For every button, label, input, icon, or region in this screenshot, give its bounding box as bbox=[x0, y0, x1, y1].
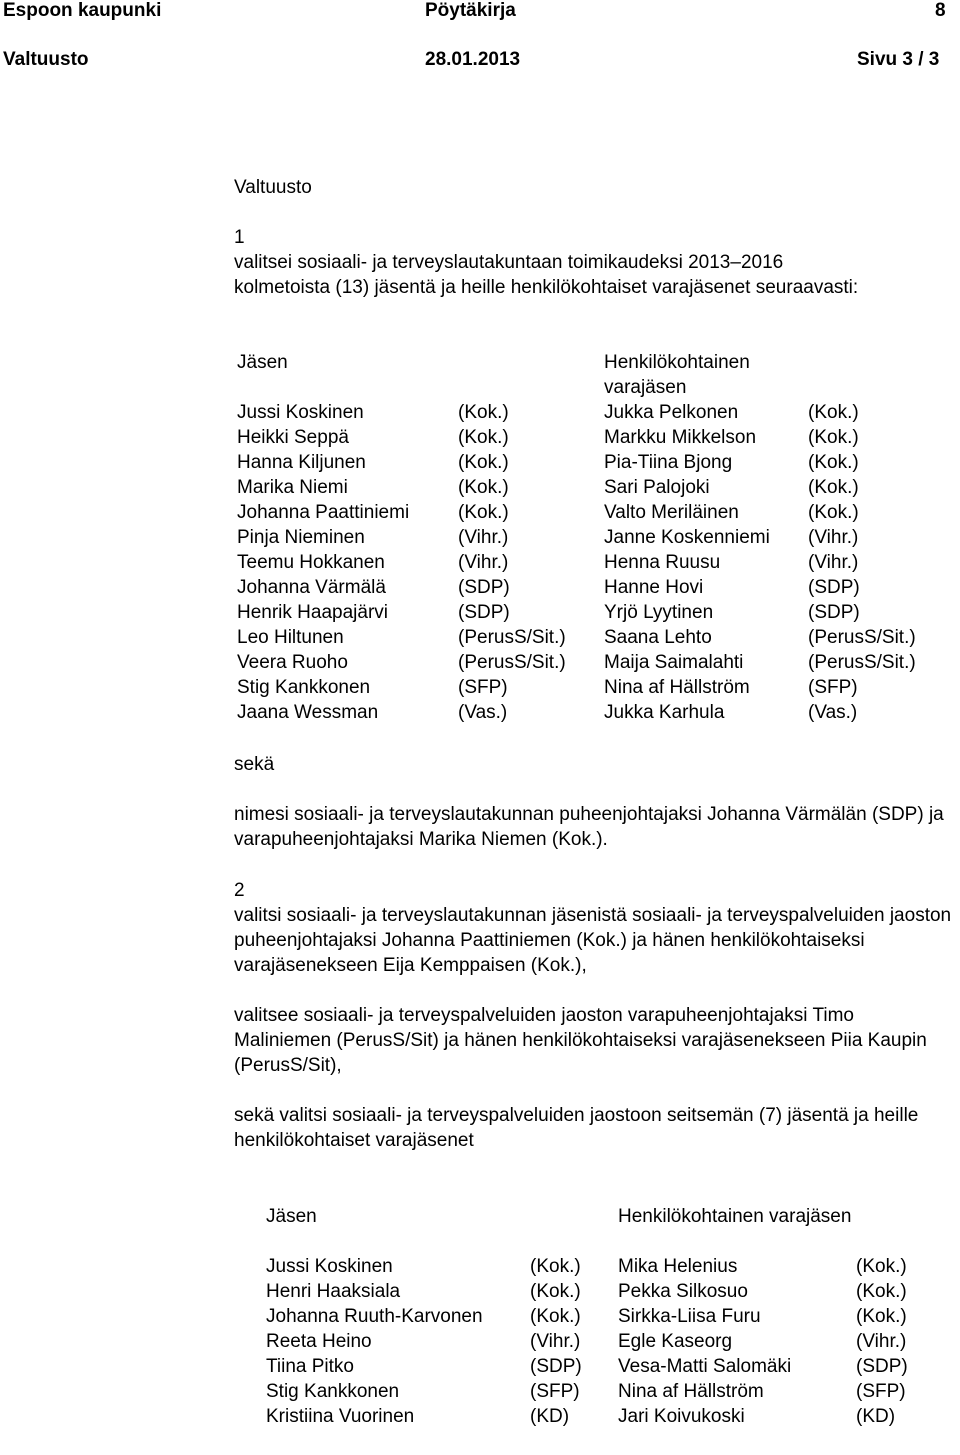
deputy-name: Markku Mikkelson bbox=[604, 427, 757, 448]
member-name: Heikki Seppä bbox=[237, 427, 349, 448]
item1-line1: valitsei sosiaali- ja terveyslautakuntaan toimikaudeksi 2013–2016 bbox=[234, 252, 784, 273]
member-name: Leo Hiltunen bbox=[237, 627, 344, 648]
deputy-party: (PerusS/Sit.) bbox=[808, 652, 916, 673]
member-party: (Kok.) bbox=[458, 502, 509, 523]
deputy-party: (SFP) bbox=[808, 677, 858, 698]
deputy-name: Yrjö Lyytinen bbox=[604, 602, 714, 623]
deputy-name: Mika Helenius bbox=[618, 1256, 738, 1277]
member-name: Johanna Ruuth-Karvonen bbox=[266, 1306, 483, 1327]
header-date: 28.01.2013 bbox=[425, 49, 521, 70]
table-row bbox=[237, 525, 958, 550]
member-name: Pinja Nieminen bbox=[237, 527, 365, 548]
chair-paragraph: nimesi sosiaali- ja terveyslautakunnan puheenjohtajaksi Johanna Värmälän (SDP) ja varapuheenjohtajaksi Marika Niemen (Kok.). bbox=[234, 804, 944, 850]
member-name: Jussi Koskinen bbox=[237, 402, 364, 423]
deputy-name: Vesa-Matti Salomäki bbox=[618, 1356, 792, 1377]
table-row bbox=[266, 1329, 926, 1354]
deputy-party: (KD) bbox=[856, 1406, 896, 1427]
header-doc-type: Pöytäkirja bbox=[425, 0, 516, 21]
item1-line2: kolmetoista (13) jäsentä ja heille henkilökohtaiset varajäsenet seuraavasti: bbox=[234, 277, 859, 298]
column-header-member: Jäsen bbox=[237, 352, 288, 373]
column-header-deputy: Henkilökohtainen varajäsen bbox=[604, 352, 750, 398]
table-row bbox=[237, 600, 958, 625]
deputy-name: Jukka Karhula bbox=[604, 702, 725, 723]
deputy-name: Jukka Pelkonen bbox=[604, 402, 739, 423]
member-party: (SFP) bbox=[530, 1381, 580, 1402]
header-page: Sivu 3 / 3 bbox=[857, 49, 940, 70]
member-name: Stig Kankkonen bbox=[237, 677, 371, 698]
deputy-party: (Vihr.) bbox=[856, 1331, 907, 1352]
deputy-party: (Vas.) bbox=[808, 702, 858, 723]
table-row bbox=[266, 1304, 926, 1329]
table-row bbox=[266, 1404, 926, 1429]
table-row bbox=[266, 1279, 926, 1304]
member-party: (Vas.) bbox=[458, 702, 508, 723]
deputy-name: Sari Palojoki bbox=[604, 477, 710, 498]
member-party: (SDP) bbox=[458, 577, 510, 598]
deputy-party: (Kok.) bbox=[808, 452, 859, 473]
section-title: Valtuusto bbox=[234, 177, 312, 198]
deputy-party: (SDP) bbox=[856, 1356, 908, 1377]
deputy-party: (Kok.) bbox=[856, 1306, 907, 1327]
table-row bbox=[266, 1354, 926, 1379]
deputy-name: Nina af Hällström bbox=[618, 1381, 764, 1402]
header-item-number: 8 bbox=[935, 0, 946, 21]
member-party: (Vihr.) bbox=[458, 527, 509, 548]
deputy-party: (Kok.) bbox=[808, 502, 859, 523]
item2-paragraph-1: valitsi sosiaali- ja terveyslautakunnan jäsenistä sosiaali- ja terveyspalveluiden jaoston puheenjohtajaksi Johanna Paattiniemen (Kok.) ja hänen henkilökohtaiseksi varajäsenekseen Eija Kemppaisen (Kok.), bbox=[234, 905, 952, 976]
member-name: Marika Niemi bbox=[237, 477, 348, 498]
member-party: (Kok.) bbox=[530, 1256, 581, 1277]
member-name: Henrik Haapajärvi bbox=[237, 602, 389, 623]
table-row bbox=[266, 1254, 926, 1279]
deputy-party: (Vihr.) bbox=[808, 552, 859, 573]
deputy-name: Maija Saimalahti bbox=[604, 652, 744, 673]
deputy-name: Janne Koskenniemi bbox=[604, 527, 770, 548]
table-row bbox=[237, 500, 958, 525]
table-row bbox=[237, 575, 958, 600]
header-city: Espoon kaupunki bbox=[3, 0, 162, 21]
deputy-party: (Kok.) bbox=[808, 402, 859, 423]
column-header-member: Jäsen bbox=[266, 1206, 317, 1227]
deputy-name: Hanne Hovi bbox=[604, 577, 704, 598]
table-row bbox=[237, 650, 958, 675]
member-party: (Kok.) bbox=[530, 1306, 581, 1327]
member-name: Hanna Kiljunen bbox=[237, 452, 366, 473]
deputy-party: (Vihr.) bbox=[808, 527, 859, 548]
table-row bbox=[237, 625, 958, 650]
member-party: (Kok.) bbox=[458, 477, 509, 498]
member-party: (Vihr.) bbox=[458, 552, 509, 573]
deputy-party: (Kok.) bbox=[808, 427, 859, 448]
member-name: Jaana Wessman bbox=[237, 702, 379, 723]
member-name: Tiina Pitko bbox=[266, 1356, 354, 1377]
column-header-deputy: Henkilökohtainen varajäsen bbox=[618, 1206, 852, 1227]
table-header-row bbox=[266, 1204, 926, 1254]
members-table-1 bbox=[237, 350, 958, 725]
table-row bbox=[237, 450, 958, 475]
deputy-name: Henna Ruusu bbox=[604, 552, 721, 573]
table-row bbox=[237, 400, 958, 425]
member-party: (Vihr.) bbox=[530, 1331, 581, 1352]
table-row bbox=[237, 675, 958, 700]
member-party: (Kok.) bbox=[458, 427, 509, 448]
table-row bbox=[237, 475, 958, 500]
deputy-name: Pia-Tiina Bjong bbox=[604, 452, 733, 473]
table-row bbox=[266, 1379, 926, 1404]
deputy-party: (Kok.) bbox=[808, 477, 859, 498]
deputy-party: (SDP) bbox=[808, 602, 860, 623]
table-row bbox=[237, 425, 958, 450]
deputy-name: Valto Meriläinen bbox=[604, 502, 739, 523]
deputy-name: Sirkka-Liisa Furu bbox=[618, 1306, 761, 1327]
deputy-party: (SDP) bbox=[808, 577, 860, 598]
member-party: (Kok.) bbox=[458, 452, 509, 473]
header-body: Valtuusto bbox=[3, 49, 89, 70]
item2-paragraph-2: valitsee sosiaali- ja terveyspalveluiden jaoston varapuheenjohtajaksi Timo Maliniemen (PerusS/Sit) ja hänen henkilökohtaiseksi varajäsenekseen Piia Kaupin (PerusS/Sit), bbox=[234, 1005, 927, 1076]
member-party: (Kok.) bbox=[458, 402, 509, 423]
table-row bbox=[237, 550, 958, 575]
deputy-name: Nina af Hällström bbox=[604, 677, 750, 698]
item2-number: 2 bbox=[234, 880, 245, 901]
member-party: (Kok.) bbox=[530, 1281, 581, 1302]
member-party: (SDP) bbox=[458, 602, 510, 623]
deputy-name: Egle Kaseorg bbox=[618, 1331, 733, 1352]
deputy-name: Jari Koivukoski bbox=[618, 1406, 745, 1427]
seka-text: sekä bbox=[234, 754, 275, 775]
member-party: (PerusS/Sit.) bbox=[458, 652, 566, 673]
member-name: Johanna Paattiniemi bbox=[237, 502, 410, 523]
member-name: Stig Kankkonen bbox=[266, 1381, 400, 1402]
member-name: Kristiina Vuorinen bbox=[266, 1406, 415, 1427]
deputy-party: (Kok.) bbox=[856, 1281, 907, 1302]
item1-number: 1 bbox=[234, 227, 245, 248]
member-name: Reeta Heino bbox=[266, 1331, 372, 1352]
deputy-name: Saana Lehto bbox=[604, 627, 712, 648]
member-party: (KD) bbox=[530, 1406, 570, 1427]
deputy-party: (PerusS/Sit.) bbox=[808, 627, 916, 648]
member-party: (PerusS/Sit.) bbox=[458, 627, 566, 648]
table-header-row bbox=[237, 350, 958, 400]
table-row bbox=[237, 700, 958, 725]
member-name: Veera Ruoho bbox=[237, 652, 348, 673]
members-table-2 bbox=[266, 1204, 926, 1429]
deputy-party: (Kok.) bbox=[856, 1256, 907, 1277]
member-party: (SFP) bbox=[458, 677, 508, 698]
deputy-party: (SFP) bbox=[856, 1381, 906, 1402]
member-name: Henri Haaksiala bbox=[266, 1281, 401, 1302]
member-name: Jussi Koskinen bbox=[266, 1256, 393, 1277]
deputy-name: Pekka Silkosuo bbox=[618, 1281, 748, 1302]
member-party: (SDP) bbox=[530, 1356, 582, 1377]
item2-paragraph-3: sekä valitsi sosiaali- ja terveyspalveluiden jaostoon seitsemän (7) jäsentä ja heille henkilökohtaiset varajäsenet bbox=[234, 1105, 919, 1151]
member-name: Teemu Hokkanen bbox=[237, 552, 385, 573]
member-name: Johanna Värmälä bbox=[237, 577, 386, 598]
